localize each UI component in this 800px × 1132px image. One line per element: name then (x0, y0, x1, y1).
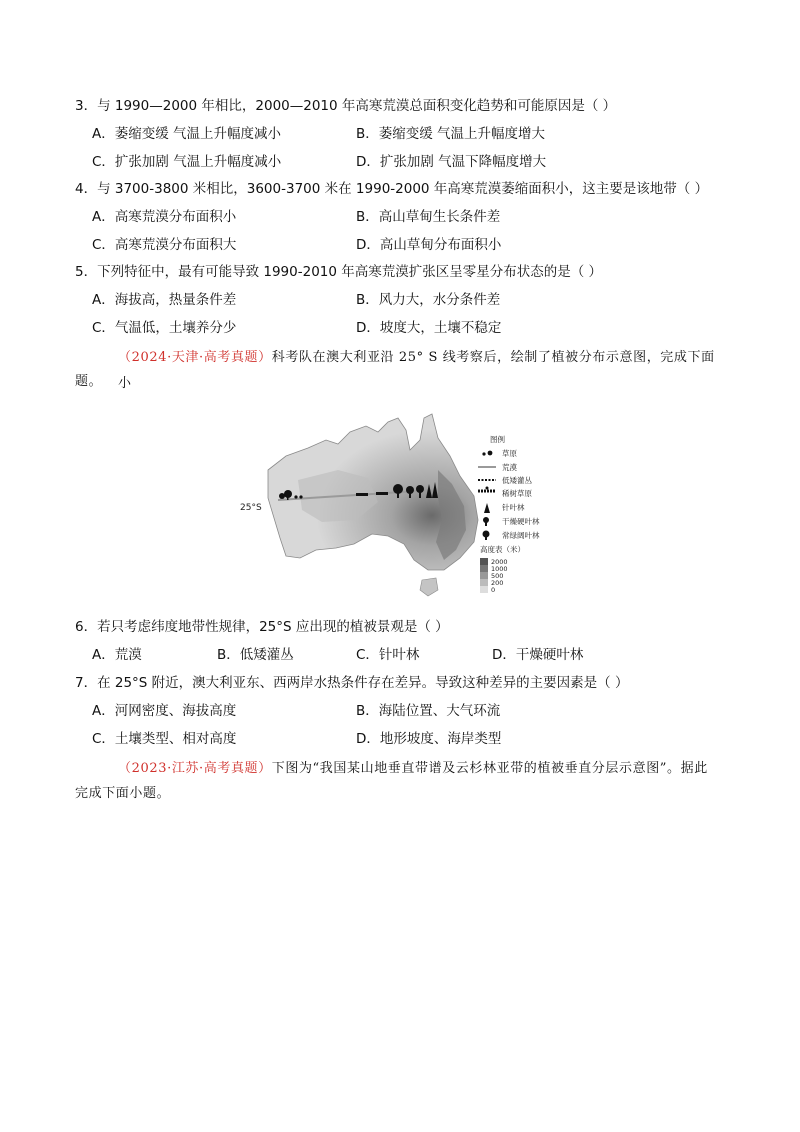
section-intro-2023 (118, 756, 728, 782)
legend-shrub (478, 475, 532, 485)
legend-label-grassland: 草原 (502, 449, 517, 458)
tasmania (420, 578, 438, 596)
source-tag-2023: （2023·江苏·高考真题） (118, 761, 272, 776)
question-6-option-a[interactable]: A．荒漠 (92, 647, 142, 663)
australia-vegetation-map (238, 410, 568, 600)
question-7-option-c[interactable]: C．土壤类型、相对高度 (92, 731, 237, 747)
question-5-option-d[interactable]: D．坡度大，土壤不稳定 (356, 320, 502, 336)
legend-label-shrub: 低矮灌丛 (502, 476, 532, 485)
question-6-stem: 6．若只考虑纬度地带性规律，25°S 应出现的植被景观是（ ） (75, 619, 449, 635)
elevation-tick-200: 200 (491, 579, 504, 587)
legend-grassland (482, 448, 517, 458)
question-6-option-c[interactable]: C．针叶林 (356, 647, 420, 663)
legend-label-savanna: 稀树草原 (502, 489, 532, 498)
latitude-25s-label: 25°S (240, 503, 262, 513)
question-7-option-d[interactable]: D．地形坡度、海岸类型 (356, 731, 502, 747)
intro-continuation-2023: 完成下面小题。 (75, 786, 171, 801)
question-7-option-b[interactable]: B．海陆位置、大气环流 (356, 703, 501, 719)
elevation-tick-500: 500 (491, 572, 504, 580)
elevation-tick-2000: 2000 (491, 558, 508, 566)
legend-evergreen (483, 530, 540, 540)
question-4-stem: 4．与 3700-3800 米相比，3600-3700 米在 1990-2000 年高寒荒漠萎缩面积小，这主要是该地带（ ） (75, 181, 709, 197)
question-5-option-c[interactable]: C．气温低，土壤养分少 (92, 320, 237, 336)
legend-title: 图例 (490, 435, 505, 444)
legend-label-desert: 荒漠 (502, 463, 517, 472)
legend-label-conifer: 针叶林 (502, 503, 525, 512)
intro-text-2023: 下图为“我国某山地垂直带谱及云杉林亚带的植被垂直分层示意图”。据此 (271, 761, 708, 776)
question-3-option-d[interactable]: D．扩张加剧 气温下降幅度增大 (356, 154, 547, 170)
legend-label-sclerophyll: 干燥硬叶林 (502, 517, 540, 526)
legend-savanna (478, 487, 532, 499)
question-6-option-b[interactable]: B．低矮灌丛 (217, 647, 294, 663)
question-5-option-a[interactable]: A．海拔高，热量条件差 (92, 292, 237, 308)
question-7-option-a[interactable]: A．河网密度、海拔高度 (92, 703, 237, 719)
legend-label-evergreen: 常绿阔叶林 (502, 531, 540, 540)
question-4-option-d[interactable]: D．高山草甸分布面积小 (356, 237, 502, 253)
elevation-tick-1000: 1000 (491, 565, 508, 573)
question-4-option-b[interactable]: B．高山草甸生长条件差 (356, 209, 501, 225)
question-4-option-a[interactable]: A．高寒荒漠分布面积小 (92, 209, 237, 225)
question-5-option-b[interactable]: B．风力大，水分条件差 (356, 292, 501, 308)
elevation-tick-0: 0 (491, 586, 496, 594)
map-legend (478, 434, 540, 594)
question-3-option-b[interactable]: B．萎缩变缓 气温上升幅度增大 (356, 126, 546, 142)
intro-text: 科考队在澳大利亚沿 25° S 线考察后，绘制了植被分布示意图，完成下面小 (118, 350, 715, 391)
question-3-option-c[interactable]: C．扩张加剧 气温上升幅度减小 (92, 154, 282, 170)
question-3-stem: 3．与 1990—2000 年相比，2000—2010 年高寒荒漠总面积变化趋势和可能原因是（ ） (75, 98, 617, 114)
question-3-option-a[interactable]: A．萎缩变缓 气温上升幅度减小 (92, 126, 282, 142)
legend-desert (478, 462, 517, 472)
question-5-stem: 5．下列特征中，最有可能导致 1990-2010 年高寒荒漠扩张区呈零星分布状态的是（ ） (75, 264, 603, 280)
intro-continuation: 题。 (75, 374, 103, 389)
legend-conifer (484, 502, 525, 513)
question-4-option-c[interactable]: C．高寒荒漠分布面积大 (92, 237, 237, 253)
elevation-scale (480, 558, 508, 594)
question-7-stem: 7．在 25°S 附近，澳大利亚东、西两岸水热条件存在差异。导致这种差异的主要因素是（ ） (75, 675, 629, 691)
source-tag: （2024·天津·高考真题） (118, 350, 272, 365)
elevation-title: 高度表（米） (480, 545, 525, 554)
question-6-option-d[interactable]: D．干燥硬叶林 (492, 647, 584, 663)
section-intro-2024 (118, 345, 728, 397)
map-svg (238, 410, 568, 600)
legend-sclerophyll (483, 516, 540, 526)
